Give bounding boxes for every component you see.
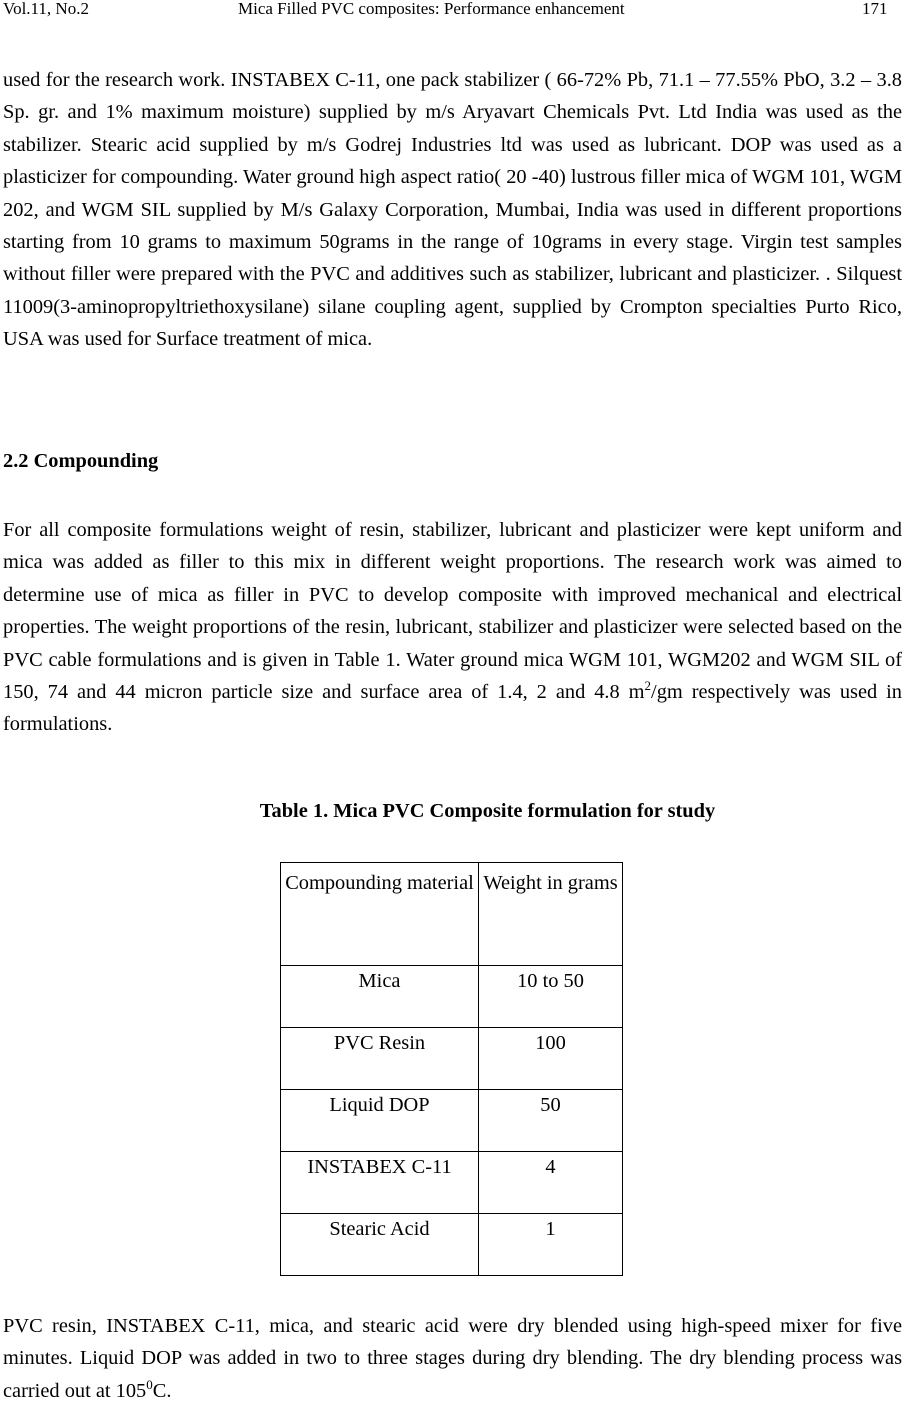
table-row — [281, 1214, 623, 1276]
table-row — [281, 966, 623, 1028]
table-cell: 100 — [479, 1028, 623, 1090]
table-row — [281, 1090, 623, 1152]
formulation-table — [280, 862, 623, 1276]
column-header: Weight in grams — [479, 863, 623, 966]
table-caption: Table 1. Mica PVC Composite formulation for study — [259, 800, 716, 822]
running-title: Mica Filled PVC composites: Performance enhancement — [238, 0, 625, 18]
journal-volume: Vol.11, No.2 — [3, 0, 89, 18]
dry-blending-text-end: C. — [152, 1379, 172, 1402]
column-header: Compounding material — [281, 863, 479, 966]
table-cell: INSTABEX C-11 — [281, 1152, 479, 1214]
materials-paragraph: used for the research work. INSTABEX C-11, one pack stabilizer ( 66-72% Pb, 71.1 – 77.55% PbO, 3.2 – 3.8 Sp. gr. and 1% maximum moisture) supplied by m/s Aryavart Chemicals Pvt. Ltd India was used as the stabilizer. Stearic acid supplied by m/s Godrej Industries ltd was used as lubricant. DOP was used as a plasticizer for compounding. Water ground high aspect ratio( 20 -40) lustrous filler mica of WGM 101, WGM 202, and WGM SIL supplied by M/s Galaxy Corporation, Mumbai, India was used in different proportions starting from 10 grams to maximum 50grams in the range of 10grams in every stage. Virgin test samples without filler were prepared with the PVC and additives such as stabilizer, lubricant and plasticizer. . Silquest 11009(3-aminopropyltriethoxysilane) silane coupling agent, supplied by Crompton specialties Purto Rico, USA was used for Surface treatment of mica. — [3, 69, 902, 351]
table-cell: 4 — [479, 1152, 623, 1214]
superscript: 0 — [146, 1376, 153, 1392]
table-row — [281, 1152, 623, 1214]
compounding-text-end: /gm respectively was used in formulations. — [3, 681, 903, 736]
table-cell: 1 — [479, 1214, 623, 1276]
superscript: 2 — [644, 678, 652, 694]
table-cell: Stearic Acid — [281, 1214, 479, 1276]
page-number: 171 — [862, 0, 888, 18]
table-header-row — [281, 863, 623, 966]
table-cell: PVC Resin — [281, 1028, 479, 1090]
table-cell: 50 — [479, 1090, 623, 1152]
table-cell: 10 to 50 — [479, 966, 623, 1028]
compounding-paragraph — [3, 514, 902, 741]
table-cell: Liquid DOP — [281, 1090, 479, 1152]
section-heading: 2.2 Compounding — [3, 450, 159, 472]
running-header — [0, 0, 905, 24]
table-row — [281, 1028, 623, 1090]
compounding-text: For all composite formulations weight of resin, stabilizer, lubricant and plasticizer were kept uniform and mica was added as filler to this mix in different weight proportions. The research work was aimed to determine use of mica as filler in PVC to develop composite with improved mechanical and electrical properties. The weight proportions of the resin, lubricant, stabilizer and plasticizer were selected based on the PVC cable formulations and is given in Table 1. Water ground mica WGM 101, WGM202 and WGM SIL of 150, 74 and 44 micron particle size and surface area of 1.4, 2 and 4.8 m — [3, 519, 902, 704]
dry-blending-text: PVC resin, INSTABEX C-11, mica, and stearic acid were dry blended using high-speed mixer for five minutes. Liquid DOP was added in two to three stages during dry blending. The dry blending process was carried out at 105 — [3, 1315, 902, 1402]
dry-blending-paragraph — [3, 1310, 902, 1407]
table-cell: Mica — [281, 966, 479, 1028]
